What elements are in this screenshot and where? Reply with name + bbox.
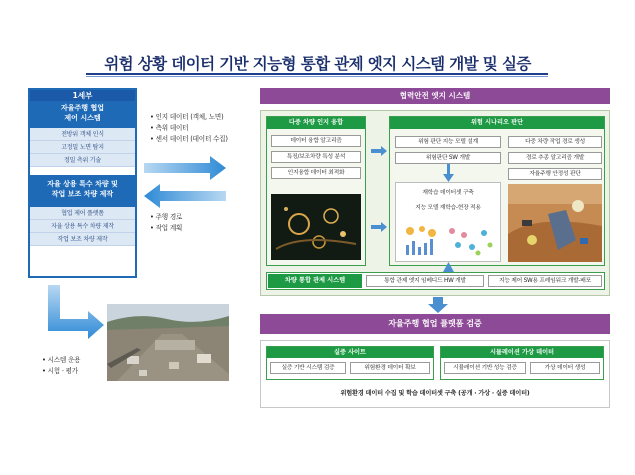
path-simulation-image bbox=[508, 184, 602, 262]
panel-header: 실증 사이트 bbox=[267, 347, 433, 358]
list-item: 전방위 객체 인식 bbox=[30, 128, 135, 141]
risk-judgement-list bbox=[395, 136, 501, 164]
list-item: • 센서 데이터 (데이터 수집) bbox=[150, 135, 228, 143]
list-item: • 작업 계획 bbox=[150, 224, 183, 232]
list-item: 위험판단 SW 개발 bbox=[395, 152, 501, 164]
list-item: • 시험 · 평가 bbox=[42, 367, 78, 375]
list-item: 통합 관제 엣지 임베디드 HW 개발 bbox=[366, 275, 484, 287]
list-item: 위험 판단 지능 모델 설계 bbox=[395, 136, 501, 148]
panel-body bbox=[267, 129, 365, 179]
special-vehicle-title: 자율 상용 특수 차량 및 작업 보조 차량 제작 bbox=[30, 175, 135, 207]
arrow-right-small-icon bbox=[371, 222, 387, 232]
arrow-down-icon bbox=[428, 297, 448, 313]
list-item: 협업 제어 플랫폼 bbox=[30, 207, 135, 220]
list-item: 다중 차량 작업 경로 생성 bbox=[508, 136, 602, 148]
plan-data-list bbox=[150, 212, 250, 234]
list-item: • 주행 경로 bbox=[150, 213, 183, 221]
list-item: 지능 제어 SW용 프레임워크 개발-배포 bbox=[488, 275, 602, 287]
panel-header: 시뮬레이션 가상 데이터 bbox=[441, 347, 603, 358]
edge-system-banner: 협력안전 엣지 시스템 bbox=[260, 88, 610, 104]
detail-1-header: 1세부 bbox=[30, 90, 135, 101]
list-item: 실증 기반 시스템 검증 bbox=[270, 362, 346, 374]
list-item: 작업 보조 차량 제작 bbox=[30, 233, 135, 246]
list-item: • 인지 데이터 (객체, 노면) bbox=[150, 113, 224, 121]
title-underline bbox=[86, 73, 548, 75]
arrow-right-small-icon bbox=[371, 146, 387, 156]
list-item: 경로 추종 알고리즘 개발 bbox=[508, 152, 602, 164]
list-item: 특징/보조차량 특성 분석 bbox=[271, 151, 361, 163]
arrow-right-icon bbox=[144, 156, 226, 180]
retraining-box bbox=[395, 182, 501, 262]
title-underline-thin bbox=[86, 76, 548, 77]
list-item: 정밀 측위 기술 bbox=[30, 154, 135, 167]
list-item: • 측위 데이터 bbox=[150, 124, 189, 132]
list-item: 자율 상용 특수 차량 제작 bbox=[30, 220, 135, 233]
integrated-control-label: 차량 통합 관제 시스템 bbox=[268, 274, 362, 288]
list-item: 재학습 데이터셋 구축 bbox=[400, 188, 496, 200]
arrow-down-right-icon bbox=[44, 285, 104, 340]
multi-vehicle-fusion-panel bbox=[266, 116, 366, 266]
cooperative-control-title: 자율주행 협업 제어 시스템 bbox=[30, 101, 135, 128]
path-planning-list bbox=[508, 136, 602, 180]
list-item: 시뮬레이션 기반 성능 검증 bbox=[444, 362, 526, 374]
list-item: 가상 데이터 생성 bbox=[530, 362, 600, 374]
list-item: 위험환경 데이터 확보 bbox=[350, 362, 430, 374]
fusion-visual-image bbox=[271, 194, 361, 260]
list-item: • 시스템 운용 bbox=[42, 356, 81, 364]
list-item: 인지융합 데이터 최적화 bbox=[271, 167, 361, 179]
list-item: 자율주행 안정성 판단 bbox=[508, 168, 602, 180]
test-site-photo bbox=[107, 304, 229, 381]
list-item: 데이터 융합 알고리즘 bbox=[271, 135, 361, 147]
spacer bbox=[30, 167, 135, 175]
panel-header: 위험 시나리오 판단 bbox=[390, 117, 604, 129]
panel-header: 다중 차량 인지 융합 bbox=[267, 117, 365, 129]
platform-verification-banner: 자율주행 협업 플랫폼 검증 bbox=[260, 314, 610, 334]
list-item: 고정밀 노면 탐지 bbox=[30, 141, 135, 154]
list-item: 지능 모델 재학습-현장 적용 bbox=[400, 203, 496, 215]
arrow-up-icon bbox=[443, 262, 454, 272]
retraining-illustration bbox=[402, 223, 496, 259]
detail-1-panel bbox=[28, 88, 137, 278]
page-title: 위험 상황 데이터 기반 지능형 통합 관제 엣지 시스템 개발 및 실증 bbox=[104, 55, 531, 73]
dataset-footer-text: 위험환경 데이터 수집 및 학습 데이터셋 구축 (공개 · 가상 · 실증 데이터) bbox=[340, 390, 530, 397]
arrow-left-icon bbox=[144, 184, 226, 208]
arrow-down-icon bbox=[443, 174, 454, 182]
